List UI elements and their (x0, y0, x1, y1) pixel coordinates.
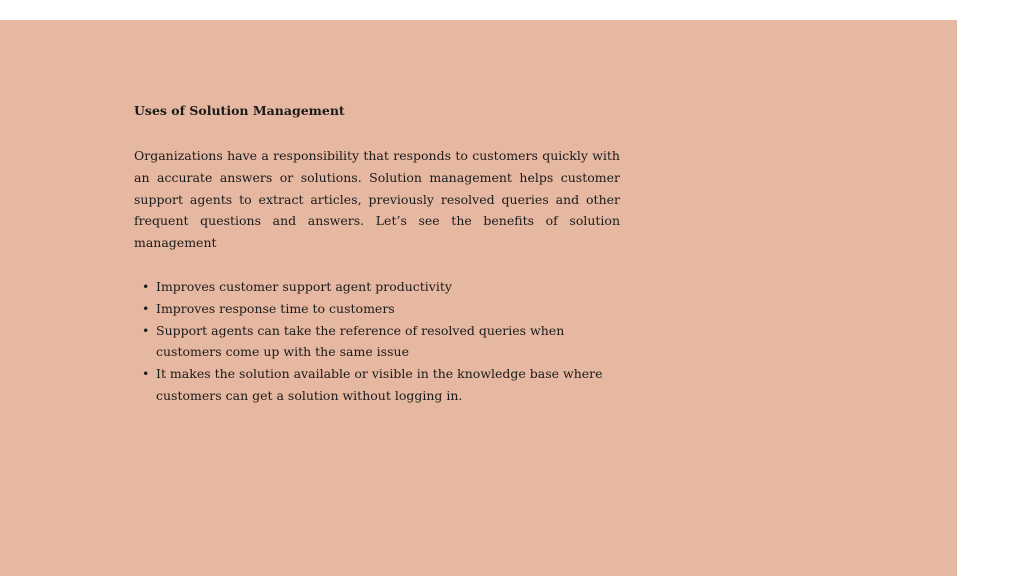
intro-paragraph: Organizations have a responsibility that responds to customers quickly with an accurate answers or solutions. Solution management helps customer support agents to extract articles, previously resolved queries and other frequent questions and answers. Let’s see the benefits of solution management (134, 148, 620, 251)
slide-background (0, 20, 957, 576)
list-item-text: Improves response time to customers (156, 300, 395, 316)
list-item-text: Improves customer support agent productivity (156, 278, 452, 294)
list-item-text: It makes the solution available or visible in the knowledge base where customers can get a solution without logging in. (156, 366, 603, 403)
bullet-icon: • (142, 278, 150, 294)
list-item (134, 298, 616, 320)
bullet-icon: • (142, 300, 150, 316)
list-item (134, 320, 616, 364)
list-item (134, 276, 616, 298)
section-heading: Uses of Solution Management (134, 103, 345, 118)
list-item-text: Support agents can take the reference of resolved queries when customers come up with the same issue (156, 322, 565, 360)
bullet-icon: • (142, 366, 150, 382)
benefits-list (134, 276, 620, 407)
bullet-icon: • (142, 322, 150, 338)
list-item (134, 363, 616, 407)
slide-content (134, 101, 620, 407)
